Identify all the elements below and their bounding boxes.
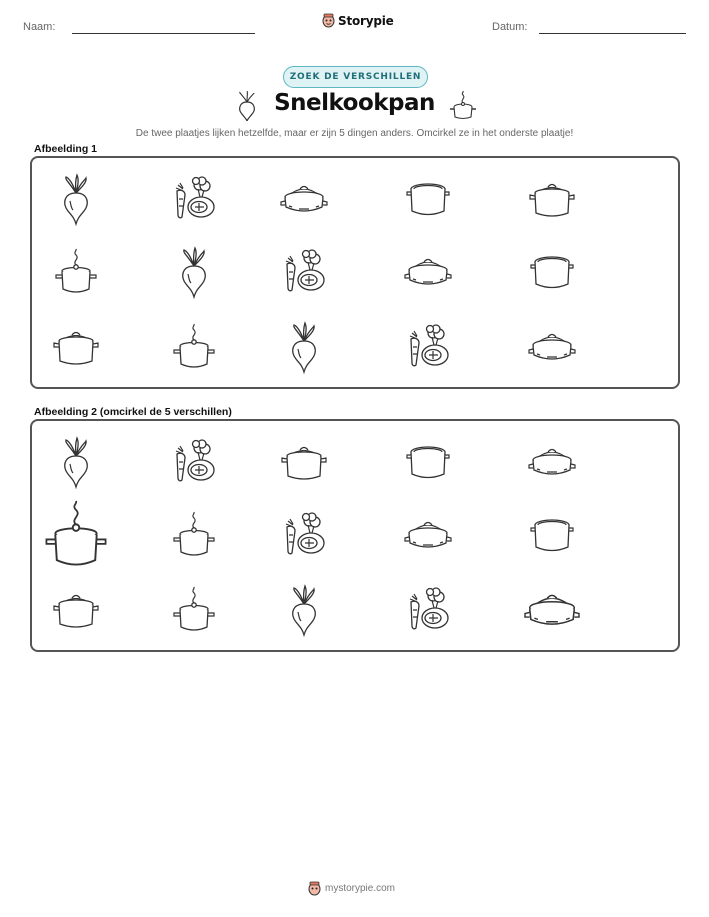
veggies-steak-icon [281, 250, 327, 294]
steam-pot-icon [174, 587, 214, 633]
storypie-mascot-icon [322, 13, 335, 28]
picture-1-cell-2-1[interactable] [26, 241, 126, 303]
beet-icon [177, 247, 211, 297]
veggies-steak-icon [281, 513, 327, 557]
picture-2-cell-3-3[interactable] [254, 579, 354, 641]
pan-lid-icon [529, 445, 575, 479]
beet-icon [287, 585, 321, 635]
picture-2-cell-1-1[interactable] [26, 431, 126, 493]
picture-2-cell-3-2[interactable] [144, 579, 244, 641]
veggies-steak-icon [171, 440, 217, 484]
picture-2-cell-1-4[interactable] [378, 431, 478, 493]
picture-2-cell-1-3[interactable] [254, 431, 354, 493]
date-line[interactable] [539, 33, 686, 34]
beet-icon [287, 322, 321, 372]
picture-2-cell-3-5[interactable] [502, 579, 602, 641]
steam-pot-icon [449, 91, 477, 121]
picture-1-cell-2-5[interactable] [502, 241, 602, 303]
picture-2-cell-2-2[interactable] [144, 504, 244, 566]
veggies-steak-icon [171, 177, 217, 221]
footer [308, 881, 395, 896]
name-label: Naam: [23, 21, 56, 33]
picture-1-panel [30, 156, 680, 389]
picture-1-cell-1-2[interactable] [144, 168, 244, 230]
beet-icon [59, 174, 93, 224]
picture-2-cell-3-4[interactable] [378, 579, 478, 641]
picture-1-cell-2-3[interactable] [254, 241, 354, 303]
pot-open-icon [530, 254, 574, 290]
pot-open-icon [406, 444, 450, 480]
pan-lid-icon [405, 518, 451, 552]
pan-lid-icon [405, 255, 451, 289]
date-label: Datum: [492, 21, 528, 33]
picture-1-cell-3-1[interactable] [26, 316, 126, 378]
veggies-steak-icon [405, 588, 451, 632]
activity-badge: ZOEK DE VERSCHILLEN [283, 66, 428, 88]
picture-1-cell-2-2[interactable] [144, 241, 244, 303]
pot-lid-icon [53, 327, 99, 367]
picture-2-cell-1-5[interactable] [502, 431, 602, 493]
brand-name: Storypie [338, 13, 394, 28]
picture-1-cell-2-4[interactable] [378, 241, 478, 303]
picture-1-cell-1-3[interactable] [254, 168, 354, 230]
picture-1-cell-3-5[interactable] [502, 316, 602, 378]
picture-1-cell-3-4[interactable] [378, 316, 478, 378]
picture-2-cell-2-3[interactable] [254, 504, 354, 566]
pan-lid-icon [529, 330, 575, 364]
steam-pot-icon [174, 512, 214, 558]
picture-2-cell-2-4[interactable] [378, 504, 478, 566]
picture-1-cell-1-5[interactable] [502, 168, 602, 230]
pot-open-icon [530, 517, 574, 553]
steam-pot-icon [174, 324, 214, 370]
pot-open-icon [406, 181, 450, 217]
pan-lid-icon [281, 182, 327, 216]
storypie-logo [322, 13, 394, 28]
pot-lid-icon [53, 590, 99, 630]
picture-2-label: Afbeelding 2 (omcirkel de 5 verschillen) [34, 406, 232, 418]
picture-2-panel [30, 419, 680, 652]
instructions-text: De twee plaatjes lijken hetzelfde, maar er zijn 5 dingen anders. Omcirkel ze in het onderste plaatje! [135, 128, 574, 139]
pan-lid-large-icon [525, 590, 579, 630]
page-title: Snelkookpan [274, 90, 435, 116]
pot-lid-icon [281, 442, 327, 482]
footer-site[interactable]: mystorypie.com [325, 883, 396, 894]
name-line[interactable] [72, 33, 255, 34]
picture-1-cell-1-4[interactable] [378, 168, 478, 230]
veggies-steak-icon [405, 325, 451, 369]
steam-pot-large-icon [46, 501, 106, 569]
steam-pot-icon [56, 249, 96, 295]
picture-2-cell-3-1[interactable] [26, 579, 126, 641]
picture-2-cell-2-5[interactable] [502, 504, 602, 566]
picture-1-label: Afbeelding 1 [34, 143, 98, 155]
storypie-mascot-icon [308, 881, 321, 896]
picture-2-cell-1-2[interactable] [144, 431, 244, 493]
picture-2-cell-2-1[interactable] [26, 504, 126, 566]
pot-lid-icon [529, 179, 575, 219]
picture-1-cell-3-3[interactable] [254, 316, 354, 378]
picture-1-cell-1-1[interactable] [26, 168, 126, 230]
picture-1-cell-3-2[interactable] [144, 316, 244, 378]
beet-icon [59, 437, 93, 487]
